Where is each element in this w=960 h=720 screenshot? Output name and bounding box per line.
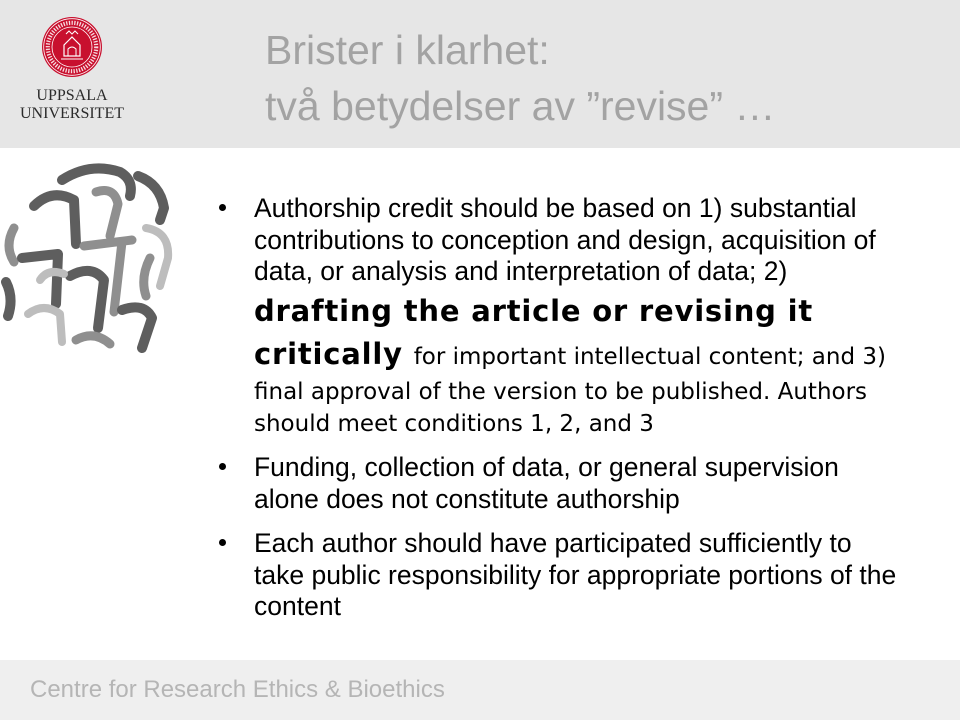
bullet-2-line-2: alone does not constitute authorship bbox=[254, 484, 680, 514]
bullet-1-emphasis-mixed-line bbox=[254, 336, 886, 375]
calligraphy-image bbox=[0, 158, 182, 363]
calligraphy-stroke bbox=[144, 258, 150, 296]
slide-title-line1: Brister i klarhet: bbox=[265, 27, 550, 73]
bullet-1-line-2: contributions to conception and design, acquisition of bbox=[254, 225, 876, 255]
bullet-2-line-1: Funding, collection of data, or general supervision bbox=[254, 452, 839, 482]
calligraphy-stroke bbox=[28, 308, 62, 342]
uppsala-university-seal-icon bbox=[37, 12, 107, 82]
bullet-1-continuation-1: final approval of the version to be published. Authors bbox=[254, 379, 868, 405]
calligraphy-stroke bbox=[138, 176, 164, 220]
calligraphy-stroke bbox=[122, 307, 152, 348]
bullet-1-continuation-2: should meet conditions 1, 2, and 3 bbox=[254, 411, 654, 437]
calligraphy-stroke bbox=[96, 191, 118, 237]
bullet-1-emphasis-line: drafting the article or revising it bbox=[254, 294, 814, 328]
bullet-1-line-3: data, or analysis and interpretation of data; 2) bbox=[254, 256, 788, 286]
calligraphy-strokes bbox=[6, 168, 168, 348]
logo-name-line1: UPPSALA bbox=[36, 87, 108, 104]
bullet-dot bbox=[219, 204, 226, 211]
bullet-1-emphasis-word: critically bbox=[254, 337, 403, 371]
calligraphy-stroke bbox=[6, 282, 11, 316]
calligraphy-stroke bbox=[70, 271, 104, 328]
bullet-1-line-1: Authorship credit should be based on 1) substantial bbox=[254, 193, 857, 223]
bullet-dot bbox=[219, 539, 226, 546]
bullet-3-line-2: take public responsibility for appropriate portions of the bbox=[254, 560, 897, 590]
calligraphy-stroke bbox=[76, 336, 110, 344]
bullet-3-line-3: content bbox=[254, 591, 341, 621]
logo-name-line2: UNIVERSITET bbox=[20, 105, 124, 122]
calligraphy-stroke bbox=[9, 228, 14, 262]
calligraphy-stroke bbox=[34, 195, 76, 244]
footer-organization: Centre for Research Ethics & Bioethics bbox=[30, 676, 445, 703]
bullet-1-after-emphasis: for important intellectual content; and 3) bbox=[413, 344, 886, 370]
bullet-dot bbox=[219, 463, 226, 470]
bullet-3-line-1: Each author should have participated sufficiently to bbox=[254, 528, 852, 558]
slide-title-line2: två betydelser av ”revise” … bbox=[265, 83, 776, 129]
